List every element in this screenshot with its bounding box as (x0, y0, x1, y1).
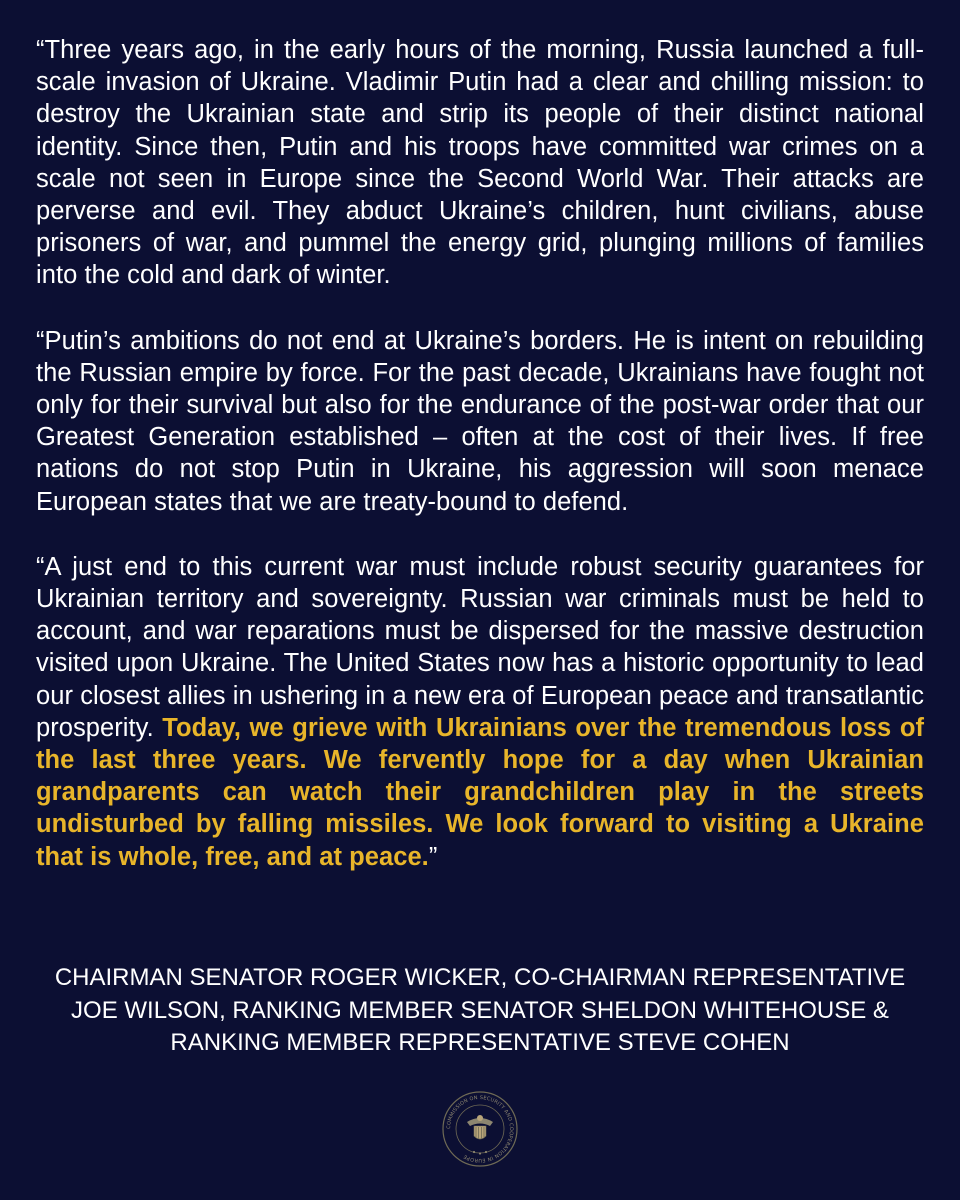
signatory-line-2: JOE WILSON, RANKING MEMBER SENATOR SHELDON WHITEHOUSE & (71, 996, 889, 1024)
commission-seal-icon (441, 1090, 519, 1168)
closing-quote: ” (428, 842, 438, 871)
statement-paragraph-2: “Putin’s ambitions do not end at Ukraine’s borders. He is intent on rebuilding the Russian empire by force. For the past decade, Ukrainians have fought not only for their survival but also for the endurance of the post-war order that our Greatest Generation established – often at the cost of their lives. If free nations do not stop Putin in Ukraine, his aggression will soon menace European states that we are treaty-bound to defend. (36, 326, 924, 516)
signatory-line-3: RANKING MEMBER REPRESENTATIVE STEVE COHEN (170, 1029, 790, 1056)
highlighted-statement: Today, we grieve with Ukrainians over the tremendous loss of the last three years. We fervently hope for a day when Ukrainian grandparents can watch their grandchildren play in the streets undisturbed by falling missiles. We look forward to visiting a Ukraine that is whole, free, and at peace. (36, 713, 925, 871)
seal-ring-text: COMMISSION ON SECURITY AND COOPERATION IN EUROPE (445, 1094, 515, 1164)
seal-graphic (441, 1090, 519, 1168)
statement-body (36, 34, 924, 873)
statement-paragraph-1: “Three years ago, in the early hours of the morning, Russia launched a full-scale invasion of Ukraine. Vladimir Putin had a clear and chilling mission: to destroy the Ukrainian state and strip its people of their distinct national identity. Since then, Putin and his troops have committed war crimes on a scale not seen in Europe since the Second World War. Their attacks are perverse and evil. They abduct Ukraine’s children, hunt civilians, abuse prisoners of war, and pummel the energy grid, plunging millions of families into the cold and dark of winter. (36, 36, 924, 290)
signatory-line-1: CHAIRMAN SENATOR ROGER WICKER, CO-CHAIRMAN REPRESENTATIVE (54, 964, 906, 991)
signatories-block (36, 962, 924, 1060)
paragraph-3-text: “A just end to this current war must include robust security guarantees for Ukrainian territory and sovereignty. Russian war criminals must be held to account, and war reparations must be dispersed for the massive destruction visited upon Ukraine. The United States now has a historic opportunity to lead our closest allies in ushering in a new era of European peace and transatlantic prosperity. (36, 552, 924, 742)
statement-paragraph-3 (36, 551, 924, 873)
